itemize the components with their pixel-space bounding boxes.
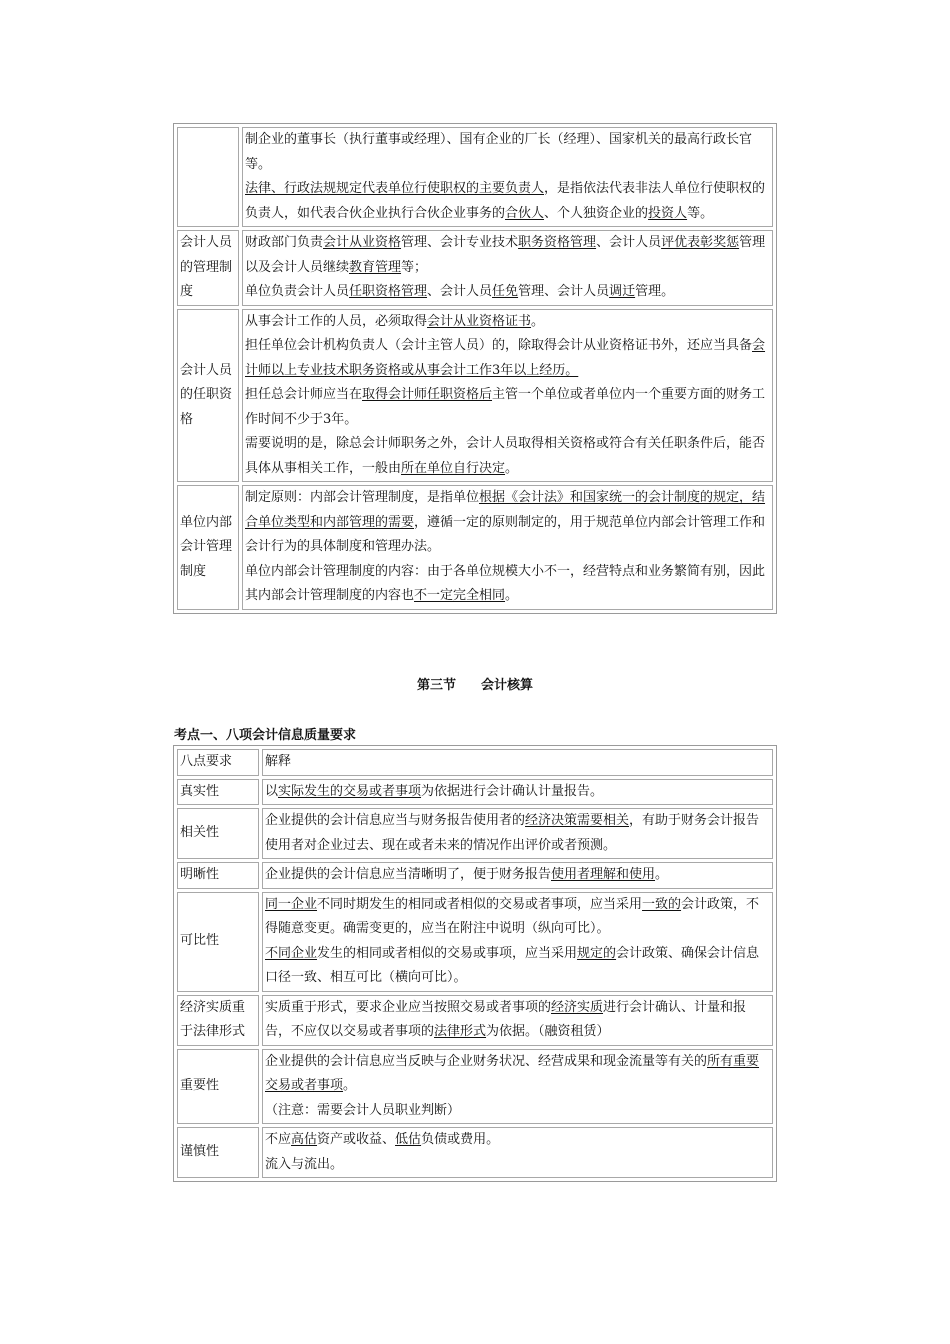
text-segment: 以	[265, 783, 279, 799]
underlined-term: 不同企业	[265, 945, 318, 961]
text-segment: 等。	[687, 205, 714, 221]
underlined-term: 投资人	[648, 205, 688, 221]
personnel-table	[173, 123, 777, 614]
text-segment: 为依据。（融资租赁）	[486, 1024, 610, 1039]
row-label: 经济实质重于法律形式	[177, 995, 259, 1046]
content-paragraph	[245, 383, 770, 432]
table-row	[177, 995, 773, 1046]
content-paragraph	[265, 942, 770, 991]
underlined-term: 一致的	[642, 896, 682, 912]
table-row	[177, 808, 773, 859]
underlined-term: 会计师以上专业技术职务资格或从事会计工作3年以上经历。	[245, 338, 766, 378]
text-segment: ，遵循一定的原则制定的，用于规范单位内部会计管理工作和会计行为的具体制度和管理办法。	[245, 514, 766, 554]
underlined-term: 经济实质	[551, 999, 604, 1015]
table-row	[177, 1127, 773, 1178]
text-segment: 。	[505, 588, 519, 603]
text-segment: 发生的相同或者相似的交易或事项，应当采用	[317, 945, 578, 961]
text-segment: 流入与流出。	[265, 1156, 344, 1172]
underlined-term: 经济决策需要相关	[525, 813, 630, 828]
content-paragraph	[245, 231, 770, 280]
content-paragraph	[245, 280, 770, 305]
table-row	[177, 892, 773, 992]
underlined-term: 所在单位自行决定	[401, 460, 506, 476]
text-segment: 。	[343, 1078, 357, 1093]
text-segment: 管理以及会计人员继续	[245, 235, 766, 275]
underlined-term: 教育管理	[349, 259, 402, 275]
underlined-term: 使用者理解和使用	[551, 867, 656, 882]
text-segment: 担任总会计师应当在	[245, 387, 363, 402]
text-segment: 。	[655, 867, 669, 882]
text-segment: 、会计人员	[427, 284, 493, 299]
row-label: 真实性	[177, 779, 259, 806]
row-label: 明晰性	[177, 862, 259, 889]
row-content	[262, 779, 773, 806]
underlined-term: 任免	[492, 284, 519, 299]
underlined-term: 高估	[291, 1132, 318, 1147]
text-segment: 企业提供的会计信息应当清晰明了，便于财务报告	[265, 867, 552, 882]
content-paragraph	[265, 863, 770, 888]
underlined-term: 职务资格管理	[518, 235, 597, 250]
content-paragraph	[265, 780, 770, 805]
underlined-term: 根据《会计法》和国家统一的会计制度的规定，结合单位类型和内部管理的需要	[245, 490, 766, 530]
underlined-term: 法律形式	[434, 1024, 487, 1039]
table-row	[177, 862, 773, 889]
underlined-term: 所有重要交易或者事项	[265, 1053, 760, 1093]
row-content	[262, 862, 773, 889]
text-segment: 财政部门负责	[245, 235, 324, 250]
text-segment: 。	[505, 460, 519, 476]
underlined-term: 同一企业	[265, 896, 318, 912]
content-paragraph	[265, 1153, 770, 1178]
text-segment: 企业提供的会计信息应当与财务报告使用者的	[265, 813, 526, 828]
text-segment: 会计政策，不得随意变更。确需变更的，应当在附注中说明（纵向可比）。	[265, 896, 760, 936]
row-label: 会计人员的任职资格	[177, 309, 239, 483]
text-segment: 资产或收益、	[317, 1132, 396, 1147]
table-row	[177, 309, 773, 483]
text-segment: 管理、会计专业技术	[401, 235, 519, 250]
row-label: 会计人员的管理制度	[177, 230, 239, 306]
content-paragraph	[245, 560, 770, 609]
text-segment: 。	[531, 313, 545, 329]
text-segment: 从事会计工作的人员，必须取得	[245, 313, 428, 329]
content-paragraph	[245, 486, 770, 560]
underlined-term: 规定的	[577, 945, 617, 961]
text-segment: 不应	[265, 1132, 292, 1147]
content-paragraph	[265, 893, 770, 942]
row-content	[242, 485, 773, 610]
text-segment: 会计政策、确保会计信息口径一致、相互可比（横向可比）。	[265, 945, 760, 985]
row-label	[177, 127, 239, 227]
table-row	[177, 1049, 773, 1125]
text-segment: （注意：需要会计人员职业判断）	[265, 1102, 461, 1118]
text-segment: 企业提供的会计信息应当反映与企业财务状况、经营成果和现金流量等有关的	[265, 1053, 708, 1069]
underlined-term: 会计从业资格证书	[427, 313, 532, 329]
underlined-term: 法律、行政法规规定代表单位行使职权的主要负责人	[245, 181, 545, 196]
underlined-term: 合伙人	[505, 205, 545, 221]
text-segment: 管理、会计人员	[518, 284, 610, 299]
row-label: 重要性	[177, 1049, 259, 1125]
content-paragraph	[265, 1050, 770, 1099]
text-segment: 负债或费用。	[421, 1132, 500, 1147]
table-row	[177, 230, 773, 306]
text-segment: 等；	[401, 259, 428, 275]
underlined-term: 任职资格管理	[349, 284, 428, 299]
text-segment: 不同时期发生的相同或者相似的交易或者事项，应当采用	[317, 896, 643, 912]
text-segment: 制定原则：内部会计管理制度，是指单位	[245, 490, 480, 505]
underlined-term: 低估	[395, 1132, 422, 1147]
row-label: 相关性	[177, 808, 259, 859]
table-row	[177, 485, 773, 610]
row-content	[262, 892, 773, 992]
quality-requirements-table	[173, 745, 777, 1182]
text-segment: 实质重于形式，要求企业应当按照交易或者事项的	[265, 999, 552, 1015]
text-segment: 管理。	[635, 284, 675, 299]
content-paragraph	[245, 432, 770, 481]
text-segment: 、个人独资企业的	[544, 205, 649, 221]
row-label: 可比性	[177, 892, 259, 992]
text-segment: 主管一个单位或者单位内一个重要方面的财务工作时间不少于3年。	[245, 387, 766, 427]
row-content	[242, 309, 773, 483]
row-content	[262, 1127, 773, 1178]
underlined-term: 取得会计师任职资格后	[362, 387, 493, 402]
quality-table-body	[177, 749, 773, 1178]
text-segment: 需要说明的是，除总会计师职务之外，会计人员取得相关资格或符合有关任职条件后，能否具体从事相关工作，一般由	[245, 436, 766, 476]
content-paragraph	[245, 128, 770, 177]
content-paragraph	[265, 1128, 770, 1153]
row-content	[242, 230, 773, 306]
header-explanation: 解释	[262, 749, 773, 776]
text-segment: 担任单位会计机构负责人（会计主管人员）的，除取得会计从业资格证书外，还应当具备	[245, 338, 753, 353]
underlined-term: 评优表彰奖惩	[661, 235, 740, 250]
table-row	[177, 779, 773, 806]
row-label: 谨慎性	[177, 1127, 259, 1178]
table-header-row	[177, 749, 773, 776]
table-row	[177, 127, 773, 227]
content-paragraph	[245, 177, 770, 226]
text-segment: 进行会计确认、计量和报告，不应仅以交易或者事项的	[265, 999, 747, 1039]
underlined-term: 调迁	[609, 284, 636, 299]
text-segment: 单位负责会计人员	[245, 284, 350, 299]
content-paragraph	[265, 996, 770, 1045]
text-segment: 为依据进行会计确认计量报告。	[421, 783, 604, 799]
content-paragraph	[245, 334, 770, 383]
underlined-term: 不一定完全相同	[414, 588, 506, 603]
row-label: 单位内部会计管理制度	[177, 485, 239, 610]
underlined-term: 实际发生的交易或者事项	[278, 783, 422, 799]
text-segment: ，有助于财务会计报告使用者对企业过去、现在或者未来的情况作出评价或者预测。	[265, 813, 760, 853]
header-requirement: 八点要求	[177, 749, 259, 776]
row-content	[262, 808, 773, 859]
text-segment: ，是指依法代表非法人单位行使职权的负责人，如代表合伙企业执行合伙企业事务的	[245, 181, 766, 221]
section-title: 第三节 会计核算	[416, 678, 534, 693]
text-segment: 单位内部会计管理制度的内容：由于各单位规模大小不一，经营特点和业务繁简有别，因此其内部会计管理制度的内容也	[245, 563, 766, 603]
content-paragraph	[265, 809, 770, 858]
text-segment: 、会计人员	[596, 235, 662, 250]
content-paragraph	[245, 310, 770, 335]
text-segment: 制企业的董事长（执行董事或经理）、国有企业的厂长（经理）、国家机关的最高行政长官等。	[245, 132, 753, 172]
point-title: 考点一、八项会计信息质量要求	[174, 728, 357, 743]
row-content	[262, 995, 773, 1046]
personnel-table-body	[177, 127, 773, 610]
underlined-term: 会计从业资格	[323, 235, 402, 250]
content-paragraph	[265, 1099, 770, 1124]
row-content	[262, 1049, 773, 1125]
row-content	[242, 127, 773, 227]
